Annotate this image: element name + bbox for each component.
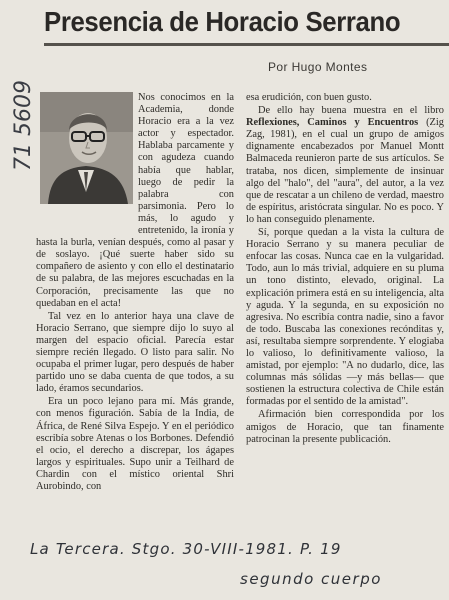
article-column-right [246,92,444,447]
text-run: (Zig Zag, 1981), en el cual un grupo de amigos dignamente encabezados por Manuel Montt Balmaceda reunieron parte de sus artículos. Se trataba, nos dicen, simplemente de insinuar algo del "halo", del "aura", del autor, a la vez que de rescatar a un chileno de verdad, maestro de espíritus, aristócrata singular. No es poco. Y lo han conseguido plenamente. [246,117,444,225]
paragraph: Afirmación bien correspondida por los amigos de Horacio, que tan finamente patrocinan la presente publicación. [246,409,444,445]
handwritten-section-note: segundo cuerpo [240,570,382,588]
book-title: Reflexiones, Caminos y Encuentros [246,117,419,129]
paragraph: esa erudición, con buen gusto. [246,92,372,103]
article-byline: Por Hugo Montes [268,60,368,74]
title-rule [44,43,449,46]
handwritten-catalog-number: 71 5609 [11,80,36,171]
paragraph: Nos conocimos en la Academia, donde Horacio era a la vez actor y espectador. Hablaba parcamente y con agudeza cuando había que hablar, luego de pedir la palabra con parsimonia. Pero lo más, lo agudo y entretenido, la ironía y hasta la burla, venían después, como al pasar y de soslayo. ¡Qué suerte haber sido su compañero de asiento y con ello el destinatario de su palabra, de las mejores escuchadas en la Corporación, precisamente las que no quedaban en el acta! [36,92,234,309]
handwritten-source-note: La Tercera. Stgo. 30-VIII-1981. P. 19 [30,540,342,558]
paragraph: Era un poco lejano para mí. Más grande, con menos figuración. Sabía de la India, de África, de René Silva Espejo. Y en el periódico escribía sobre Atenas o los Borbones. Defendió el ocio, el derecho a discrepar, los ágapes largos y espirituales. Supo unir a Teilhard de Chardin con el místico oriental Shri Aurobindo, con [36,396,234,492]
paragraph: Sí, porque quedan a la vista la cultura de Horacio Serrano y su manera peculiar de enfocar las cosas. Nunca cae en la vulgaridad. Todo, aun lo más trivial, adquiere en su pluma un tono distinto, elevado, original. La explicación primera está en su inteligencia, alta y aguda. Y la segunda, en su exposición no agresiva. No escribía contra nadie, sino a favor de todo. Buscaba las conexiones recónditas y, así, resultaba siempre sorprendente. Y elogiaba lo valioso, lo definitivamente valioso, la amistad, por ejemplo: "A no dudarlo, dice, las columnas más sólidas —y más bellas— que sostienen la estructura colectiva de Chile están formadas por el sentido de la amistad". [246,227,444,408]
article-title: Presencia de Horacio Serrano [44,6,401,37]
paragraph [246,105,444,226]
text-run: De ello hay buena muestra en el libro [258,105,444,117]
article-column-left [36,92,234,494]
paragraph: Tal vez en lo anterior haya una clave de Horacio Serrano, que siempre dijo lo suyo al margen del espacio oficial. Parecía estar siempre recién llegado. O listo para salir. No ocupaba el primer lugar, pero después de haber partido uno se daba cuenta de que todos, a su lado, éramos secundarios. [36,310,234,395]
